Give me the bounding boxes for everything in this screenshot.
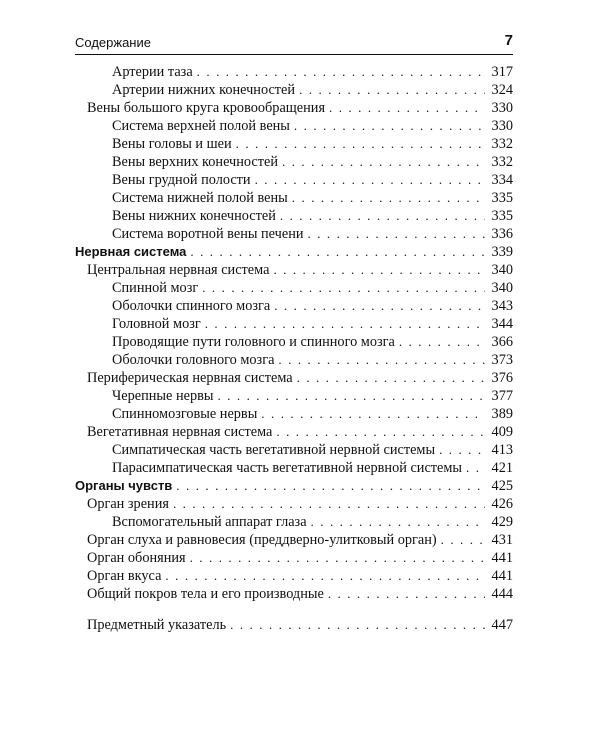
toc-entry-title: Симпатическая часть вегетативной нервной системы	[112, 442, 436, 458]
dot-leader	[466, 459, 485, 477]
dot-leader	[274, 297, 485, 315]
toc-entry-page: 425	[491, 478, 513, 494]
toc-entry-title: Орган зрения	[87, 496, 169, 512]
page-header	[75, 32, 513, 55]
toc-entry-page: 330	[491, 118, 513, 134]
toc-entry-page: 377	[491, 388, 513, 404]
toc-entry-page: 389	[491, 406, 513, 422]
toc-entry-page: 324	[491, 82, 513, 98]
dot-leader	[176, 477, 485, 495]
dot-leader	[328, 585, 485, 603]
toc-entry-title: Система воротной вены печени	[112, 226, 304, 242]
dot-leader	[292, 189, 485, 207]
dot-leader	[311, 513, 485, 531]
toc-entry	[75, 616, 513, 634]
dot-leader	[165, 567, 485, 585]
dot-leader	[276, 423, 485, 441]
dot-leader	[299, 81, 485, 99]
toc-entry	[75, 81, 513, 99]
dot-leader	[205, 315, 485, 333]
page-number: 7	[504, 32, 513, 49]
toc-entry	[75, 171, 513, 189]
toc-entry-page: 336	[491, 226, 513, 242]
toc-entry-title: Вены грудной полости	[112, 172, 251, 188]
toc-entry-title: Оболочки головного мозга	[112, 352, 275, 368]
toc-entry-page: 343	[491, 298, 513, 314]
toc-entry	[75, 423, 513, 441]
toc-entry	[75, 549, 513, 567]
toc-entry	[75, 567, 513, 585]
toc-entry	[75, 387, 513, 405]
toc-entry-page: 335	[491, 208, 513, 224]
dot-leader	[297, 369, 485, 387]
toc-entry	[75, 369, 513, 387]
running-title: Содержание	[75, 35, 151, 50]
toc-entry	[75, 117, 513, 135]
dot-leader	[202, 279, 485, 297]
toc-entry-page: 340	[491, 262, 513, 278]
toc-entry-title: Орган слуха и равновесия (преддверно-улитковый орган)	[87, 532, 437, 548]
toc-entry-title: Вены головы и шеи	[112, 136, 232, 152]
toc-entry-page: 339	[491, 244, 513, 260]
toc-entry-title: Спинной мозг	[112, 280, 199, 296]
toc-entry-title: Оболочки спинного мозга	[112, 298, 271, 314]
dot-leader	[217, 387, 485, 405]
toc-entry-title: Органы чувств	[75, 478, 173, 493]
toc-entry-title: Артерии таза	[112, 64, 193, 80]
toc-entry-title: Нервная система	[75, 244, 187, 259]
toc-entry-page: 344	[491, 316, 513, 332]
toc-entry-page: 317	[491, 64, 513, 80]
toc-entry-title: Вспомогательный аппарат глаза	[112, 514, 307, 530]
dot-leader	[255, 171, 485, 189]
toc-entry-title: Вены верхних конечностей	[112, 154, 278, 170]
toc-entry-title: Вены большого круга кровообращения	[87, 100, 326, 116]
dot-leader	[173, 495, 485, 513]
toc-entry-title: Вены нижних конечностей	[112, 208, 276, 224]
toc-entry	[75, 351, 513, 369]
toc-entry-page: 373	[491, 352, 513, 368]
toc-entry	[75, 135, 513, 153]
toc-entry-title: Проводящие пути головного и спинного мозга	[112, 334, 395, 350]
toc-entry-page: 441	[491, 568, 513, 584]
toc-entry-page: 376	[491, 370, 513, 386]
toc-entry	[75, 261, 513, 279]
toc-entry-page: 441	[491, 550, 513, 566]
dot-leader	[261, 405, 485, 423]
dot-leader	[282, 153, 485, 171]
dot-leader	[190, 243, 485, 261]
toc-entry	[75, 189, 513, 207]
toc-entry-page: 340	[491, 280, 513, 296]
toc-entry-title: Общий покров тела и его производные	[87, 586, 324, 602]
toc-entry	[75, 441, 513, 459]
toc-entry-page: 426	[491, 496, 513, 512]
toc-entry-page: 332	[491, 154, 513, 170]
toc-entry-page: 330	[491, 100, 513, 116]
dot-leader	[278, 351, 485, 369]
toc-entry	[75, 495, 513, 513]
dot-leader	[399, 333, 485, 351]
toc-entry-title: Орган обоняния	[87, 550, 186, 566]
toc-entry-page: 332	[491, 136, 513, 152]
toc-entry	[75, 153, 513, 171]
toc-entry	[75, 531, 513, 549]
toc-entry	[75, 225, 513, 243]
toc-entry-title: Предметный указатель	[87, 617, 227, 633]
toc-entry	[75, 63, 513, 81]
toc-entry-title: Система верхней полой вены	[112, 118, 290, 134]
toc-entry-page: 421	[491, 460, 513, 476]
toc-entry-title: Система нижней полой вены	[112, 190, 288, 206]
toc-entry	[75, 477, 513, 495]
dot-leader	[280, 207, 485, 225]
toc-entry	[75, 207, 513, 225]
toc-entry-page: 366	[491, 334, 513, 350]
toc-entry-page: 447	[491, 617, 513, 633]
toc-entry-page: 335	[491, 190, 513, 206]
toc-entry	[75, 333, 513, 351]
toc-entry-title: Орган вкуса	[87, 568, 162, 584]
dot-leader	[441, 531, 485, 549]
toc-entry-title: Периферическая нервная система	[87, 370, 293, 386]
toc-entry-title: Головной мозг	[112, 316, 201, 332]
dot-leader	[190, 549, 485, 567]
dot-leader	[236, 135, 485, 153]
table-of-contents	[75, 63, 513, 634]
toc-entry-page: 429	[491, 514, 513, 530]
toc-entry	[75, 585, 513, 603]
toc-entry	[75, 279, 513, 297]
toc-entry-title: Черепные нервы	[112, 388, 214, 404]
toc-entry	[75, 513, 513, 531]
dot-leader	[329, 99, 485, 117]
toc-entry-title: Центральная нервная система	[87, 262, 270, 278]
dot-leader	[294, 117, 485, 135]
toc-entry	[75, 297, 513, 315]
toc-entry-page: 334	[491, 172, 513, 188]
toc-entry-title: Артерии нижних конечностей	[112, 82, 296, 98]
dot-leader	[197, 63, 485, 81]
toc-entry	[75, 405, 513, 423]
toc-entry-title: Спинномозговые нервы	[112, 406, 258, 422]
dot-leader	[230, 616, 485, 634]
toc-entry-title: Вегетативная нервная система	[87, 424, 273, 440]
toc-entry	[75, 315, 513, 333]
dot-leader	[273, 261, 485, 279]
toc-entry-page: 431	[491, 532, 513, 548]
dot-leader	[439, 441, 485, 459]
dot-leader	[308, 225, 486, 243]
toc-entry-page: 409	[491, 424, 513, 440]
toc-entry	[75, 459, 513, 477]
toc-entry	[75, 243, 513, 261]
toc-entry-page: 444	[491, 586, 513, 602]
toc-entry	[75, 99, 513, 117]
toc-entry-page: 413	[491, 442, 513, 458]
toc-entry-title: Парасимпатическая часть вегетативной нервной системы	[112, 460, 463, 476]
